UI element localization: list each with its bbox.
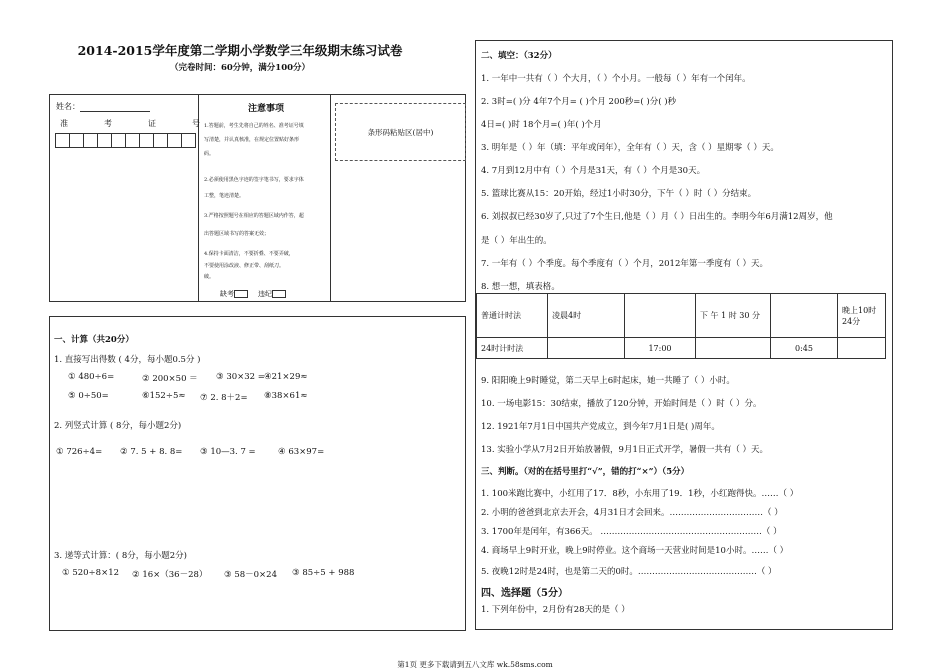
q1-item: ④21×29≈ [264, 372, 308, 382]
table-cell: 17:00 [625, 338, 696, 359]
q2-item: ② 7. 5 + 8. 8= [120, 447, 183, 457]
notice-line: 4.保持卡面清洁，不要折叠、不要弄破， [204, 251, 294, 257]
judge-item: 5. 夜晚12时是24时，也是第二天的0时。……………………………………（ ） [481, 567, 777, 577]
exam-number-label: 准 考 证 号 [60, 119, 200, 128]
notice-line: 不要使用涂改液、修正带、刮纸刀。 [204, 263, 285, 269]
section2-title: 二、填空：（32分） [481, 51, 557, 61]
fill-line: 2. 3时=( )分 4年7个月= ( )个月 200秒=( )分( )秒 [481, 97, 677, 107]
q1-item: ⑥152÷5≈ [142, 391, 186, 401]
page-title: 2014-2015学年度第二学期小学数学三年级期末练习试卷 [77, 43, 403, 58]
violation-checkbox[interactable] [272, 290, 286, 298]
page-subtitle: （完卷时间：60分钟，满分100分） [169, 63, 311, 73]
fill-line: 7. 一年有（ ）个季度。每个季度有（ ）个月，2012年第一季度有（ ）天。 [481, 259, 769, 269]
fill-line: 5. 篮球比赛从15：20开始，经过1小时30分，下午（ ）时（ ）分结束。 [481, 189, 757, 199]
q1-item: ① 480÷6= [68, 372, 115, 382]
notice-title: 注意事项 [247, 104, 284, 114]
q2-item: ③ 10—3. 7 = [200, 447, 256, 457]
fill-line: 13. 实验小学从7月2日开始放暑假，9月1日正式开学，暑假一共有（ ）天。 [481, 445, 769, 455]
absent-checkbox[interactable] [234, 290, 248, 298]
notice-line: 破。 [204, 274, 215, 280]
time-conversion-table [476, 293, 886, 359]
table-cell: 24时计时法 [477, 338, 548, 359]
fill-line: 是（ ）年出生的。 [481, 236, 552, 246]
judge-item: 4. 商场早上9时开业，晚上9时停业。这个商场一天营业时间是10小时。……（ ） [481, 546, 789, 556]
name-field[interactable]: 姓名： [56, 101, 150, 112]
q3-item: ③ 85÷5 + 988 [292, 568, 355, 578]
fill-in-section [475, 40, 893, 630]
exam-number-cells[interactable] [56, 133, 196, 148]
q1-item: ⑦ 2. 8＋2= [200, 393, 248, 403]
fill-line: 8. 想一想，填表格。 [481, 282, 560, 292]
notice-line: 3.严格按照题号在相应的答题区域内作答，超 [204, 213, 304, 219]
notice-line: 2.必须使用黑色字迹的签字笔书写，要求字体 [204, 177, 304, 183]
table-cell[interactable] [625, 294, 696, 338]
fill-line: 12. 1921年7月1日中国共产党成立，到今年7月1日是( )周年。 [481, 422, 720, 432]
notice-line: 出答题区域书写的答案无效； [204, 231, 270, 237]
notice-line: 1.答题前，考生先将自己的姓名、准考证号填 [204, 123, 304, 129]
q3-title: 3. 递等式计算：( 8分，每小题2分) [54, 551, 187, 561]
q1-item: ② 200×50 ＝ [142, 374, 198, 384]
student-info-box [49, 94, 466, 302]
section1-title: 一、计算（共20分） [54, 335, 134, 345]
barcode-area: 条形码粘贴区(居中) [335, 103, 466, 161]
notice-line: 写清楚，并认真核准，在规定位置贴好条形 [204, 137, 300, 143]
notice-line: 码。 [204, 151, 215, 157]
q1-item: ⑤ 0÷50= [68, 391, 109, 401]
q2-item: ① 726÷4= [56, 447, 103, 457]
fill-line: 10. 一场电影15：30结束，播放了120分钟，开始时间是（ ）时（ ）分。 [481, 399, 762, 409]
q1-item: ③ 30×32 = [216, 372, 265, 382]
fill-line: 3. 明年是（ ）年（填：平年或闰年），全年有（ ）天，含（ ）星期零（ ）天。 [481, 143, 779, 153]
fill-line: 4. 7月到12月中有（ ）个月是31天，有（ ）个月是30天。 [481, 166, 706, 176]
table-cell[interactable] [771, 294, 838, 338]
table-cell[interactable] [838, 338, 886, 359]
page-footer: 第1页 更多下载请到五八文库 wk.58sms.com [397, 660, 553, 669]
table-cell: 下 午 1 时 30 分 [696, 294, 771, 338]
table-cell[interactable] [548, 338, 625, 359]
section4-title: 四、选择题（5分） [481, 588, 568, 599]
fill-line: 9. 阳阳晚上9时睡觉，第二天早上6时起床，她一共睡了（ ）小时。 [481, 376, 735, 386]
q2-item: ④ 63×97= [278, 447, 325, 457]
judge-item: 3. 1700年是闰年，有366天。 …………………………………………………（ ） [481, 527, 782, 537]
section3-title: 三、判断。（对的在括号里打“√”，错的打“×”）（5分） [481, 467, 690, 477]
q1-item: ⑧38×61≈ [264, 391, 308, 401]
fill-line: 6. 刘叔叔已经30岁了,只过了7个生日,他是（ ）月（ ）日出生的。李明今年6月满12周岁，他 [481, 212, 833, 222]
judge-item: 2. 小明的爸爸到北京去开会，4月31日才会回来。……………………………（ ） [481, 508, 783, 518]
q3-item: ② 16×（36－28） [132, 570, 208, 580]
q3-item: ③ 58－0×24 [224, 570, 277, 580]
q3-item: ① 520÷8×12 [62, 568, 120, 578]
notice-line: 工整，笔迹清楚。 [204, 193, 245, 199]
choice-item: 1. 下列年份中，2月份有28天的是（ ） [481, 605, 630, 615]
table-cell[interactable] [696, 338, 771, 359]
table-cell: 凌晨4时 [548, 294, 625, 338]
calculation-section [49, 316, 466, 631]
fill-line: 4日=( )时 18个月=( )年( )个月 [481, 120, 602, 130]
absent-violation-marks: 缺考 违纪 [220, 289, 296, 299]
table-cell: 0:45 [771, 338, 838, 359]
q1-title: 1. 直接写出得数 ( 4分，每小题0.5分 ) [54, 355, 201, 365]
table-cell: 晚上10时24分 [838, 294, 886, 338]
table-cell: 普通计时法 [477, 294, 548, 338]
q2-title: 2. 列竖式计算 ( 8分，每小题2分) [54, 421, 182, 431]
judge-item: 1. 100米跑比赛中，小红用了17．8秒，小东用了19．1秒，小红跑得快。……（ ） [481, 489, 799, 499]
fill-line: 1. 一年中一共有（ ）个大月，（ ）个小月。一般每（ ）年有一个闰年。 [481, 74, 751, 84]
